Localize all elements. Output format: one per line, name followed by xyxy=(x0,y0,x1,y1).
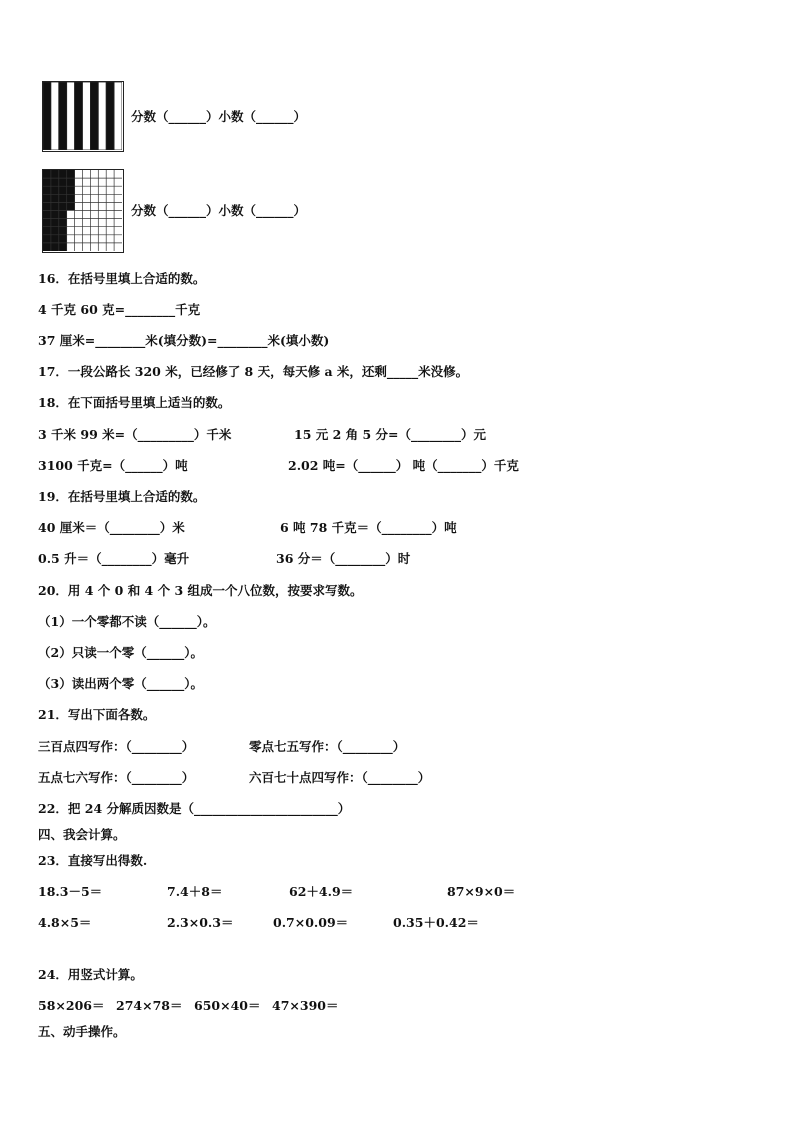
q21-d: 六百七十点四写作：（________） xyxy=(249,770,431,785)
shaded-block-left xyxy=(43,210,67,251)
section4-title: 四、我会计算。 xyxy=(38,827,126,842)
q19-a: 40 厘米＝（________）米 xyxy=(38,520,185,535)
q16-title: 16．在括号里填上合适的数。 xyxy=(38,271,206,286)
shaded-strip xyxy=(75,82,83,150)
shaded-strip xyxy=(90,82,98,150)
blank-strip xyxy=(51,82,59,150)
q19-b: 6 吨 78 千克＝（________）吨 xyxy=(280,520,457,535)
q23-r1-item: 7.4＋8＝ xyxy=(167,884,223,899)
blank-strip xyxy=(114,82,122,150)
q20-item: （1）一个零都不读（______）。 xyxy=(38,614,216,629)
q18-b: 15 元 2 角 5 分=（________）元 xyxy=(294,427,487,442)
blank-strip xyxy=(83,82,91,150)
q20-title: 20．用 4 个 0 和 4 个 3 组成一个八位数，按要求写数。 xyxy=(38,583,363,598)
q17-title: 17．一段公路长 320 米，已经修了 8 天，每天修 a 米，还剩_____米没修。 xyxy=(38,364,469,379)
q18-d: 2.02 吨=（______） 吨（_______）千克 xyxy=(288,458,519,473)
shaded-strip xyxy=(106,82,114,150)
q21-a: 三百点四写作：（________） xyxy=(38,739,195,754)
q23-r1-item: 62＋4.9＝ xyxy=(289,884,354,899)
blank-strip xyxy=(98,82,106,150)
q16-line2: 37 厘米=________米(填分数)=________米(填小数) xyxy=(38,333,330,348)
q24-title: 24．用竖式计算。 xyxy=(38,967,143,982)
q19-d: 36 分＝（________）时 xyxy=(276,551,411,566)
q22-title: 22．把 24 分解质因数是（_______________________） xyxy=(38,801,351,816)
q18-a: 3 千米 99 米=（_________）千米 xyxy=(38,427,232,442)
figure2-label: 分数（______）小数（______） xyxy=(131,203,307,218)
strip-figure xyxy=(42,81,124,152)
blank-strip xyxy=(67,82,75,150)
q20-item: （3）读出两个零（______）。 xyxy=(38,676,203,691)
q23-r1-item: 18.3－5＝ xyxy=(38,884,103,899)
q24-item: 58×206＝ xyxy=(38,998,105,1013)
q20-item: （2）只读一个零（______）。 xyxy=(38,645,203,660)
q23-r2-item: 4.8×5＝ xyxy=(38,915,92,930)
shaded-strip xyxy=(43,82,51,150)
q18-c: 3100 千克=（______）吨 xyxy=(38,458,188,473)
q24-item: 47×390＝ xyxy=(272,998,339,1013)
q21-c: 五点七六写作：（________） xyxy=(38,770,195,785)
q21-b: 零点七五写作：（________） xyxy=(249,739,406,754)
q21-title: 21．写出下面各数。 xyxy=(38,707,156,722)
shaded-strip xyxy=(59,82,67,150)
q18-title: 18．在下面括号里填上适当的数。 xyxy=(38,395,231,410)
q19-title: 19．在括号里填上合适的数。 xyxy=(38,489,206,504)
figure1-label: 分数（______）小数（______） xyxy=(131,109,307,124)
strip-figure-svg xyxy=(43,82,122,150)
q23-r2-item: 2.3×0.3＝ xyxy=(167,915,234,930)
section5-title: 五、动手操作。 xyxy=(38,1024,126,1039)
q24-item: 274×78＝ xyxy=(116,998,183,1013)
grid-figure-svg xyxy=(43,170,122,251)
q23-r2-item: 0.7×0.09＝ xyxy=(273,915,349,930)
q16-line1: 4 千克 60 克=________千克 xyxy=(38,302,201,317)
q24-item: 650×40＝ xyxy=(194,998,261,1013)
grid-figure xyxy=(42,169,124,253)
q23-r1-item: 87×9×0＝ xyxy=(447,884,516,899)
q19-c: 0.5 升＝（________）毫升 xyxy=(38,551,190,566)
q23-r2-item: 0.35＋0.42＝ xyxy=(393,915,479,930)
q23-title: 23．直接写出得数. xyxy=(38,853,148,868)
